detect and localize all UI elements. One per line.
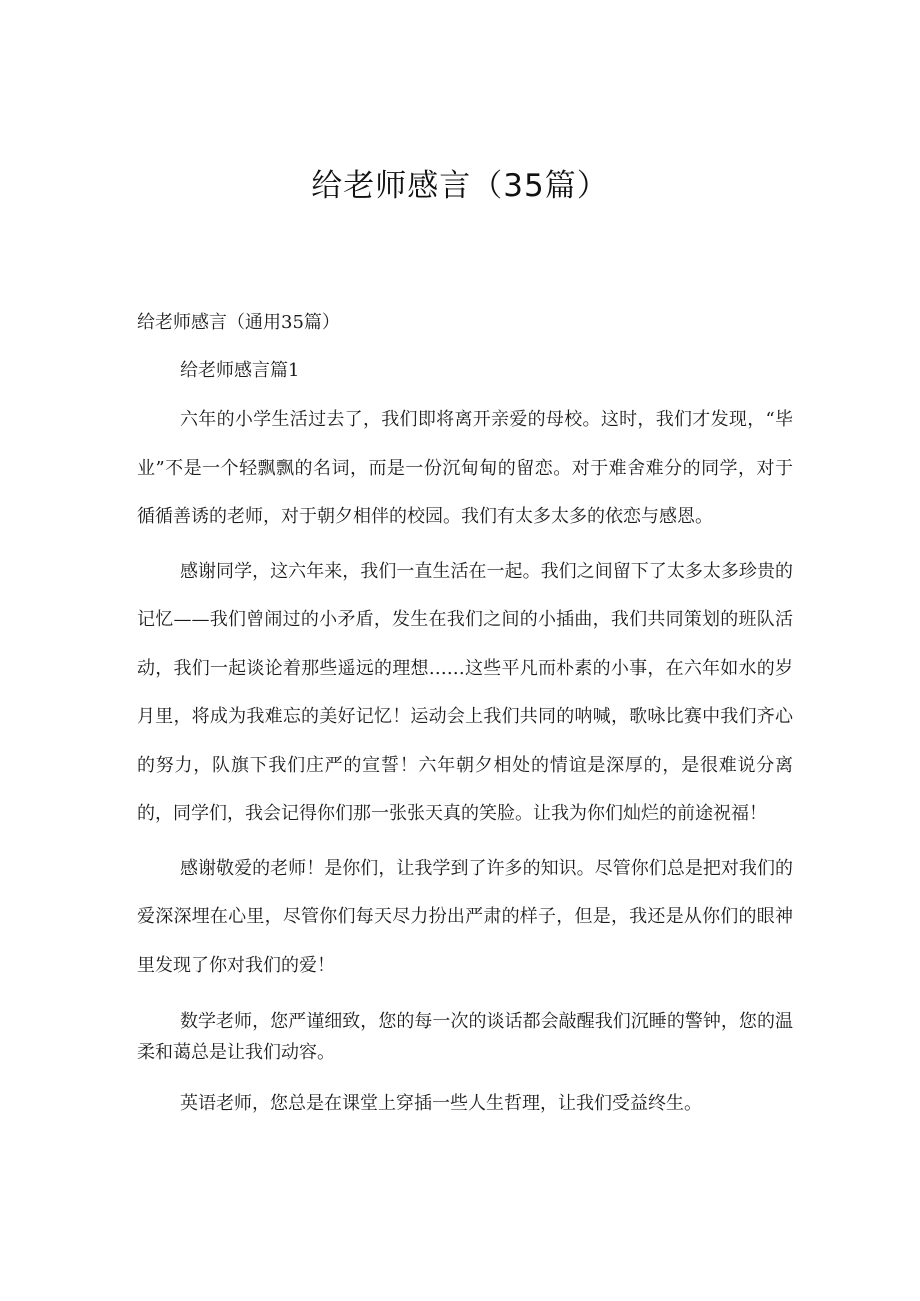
paragraph-5: 英语老师，您总是在课堂上穿插一些人生哲理，让我们受益终生。	[180, 1093, 702, 1114]
paragraph-4: 数学老师，您严谨细致，您的每一次的谈话都会敲醒我们沉睡的警钟，您的温柔和蔼总是让我们动容。	[137, 1011, 793, 1063]
document-subtitle: 给老师感言（通用35篇）	[137, 312, 340, 333]
paragraph-2: 感谢同学，这六年来，我们一直生活在一起。我们之间留下了太多太多珍贵的记忆——我们曾闹过的小矛盾，发生在我们之间的小插曲，我们共同策划的班队活动，我们一起谈论着那些遥远的理想……这些平凡而朴素的小事，在六年如水的岁月里，将成为我难忘的美好记忆！运动会上我们共同的呐喊，歌咏比赛中我们齐心的努力，队旗下我们庄严的宣誓！六年朝夕相处的情谊是深厚的，是很难说分离的，同学们，我会记得你们那一张张天真的笑脸。让我为你们灿烂的前途祝福！	[137, 560, 793, 824]
document-body	[137, 310, 793, 1129]
document-title: 给老师感言（35篇）	[311, 168, 609, 204]
section-heading: 给老师感言篇1	[180, 360, 300, 381]
paragraph-3: 感谢敬爱的老师！是你们，让我学到了许多的知识。尽管你们总是把对我们的爱深深埋在心里，尽管你们每天尽力扮出严肃的样子，但是，我还是从你们的眼神里发现了你对我们的爱！	[137, 857, 793, 976]
paragraph-1: 六年的小学生活过去了，我们即将离开亲爱的母校。这时，我们才发现，“毕业”不是一个轻飘飘的名词，而是一份沉甸甸的留恋。对于难舍难分的同学，对于循循善诱的老师，对于朝夕相伴的校园。我们有太多太多的依恋与感恩。	[137, 409, 793, 527]
